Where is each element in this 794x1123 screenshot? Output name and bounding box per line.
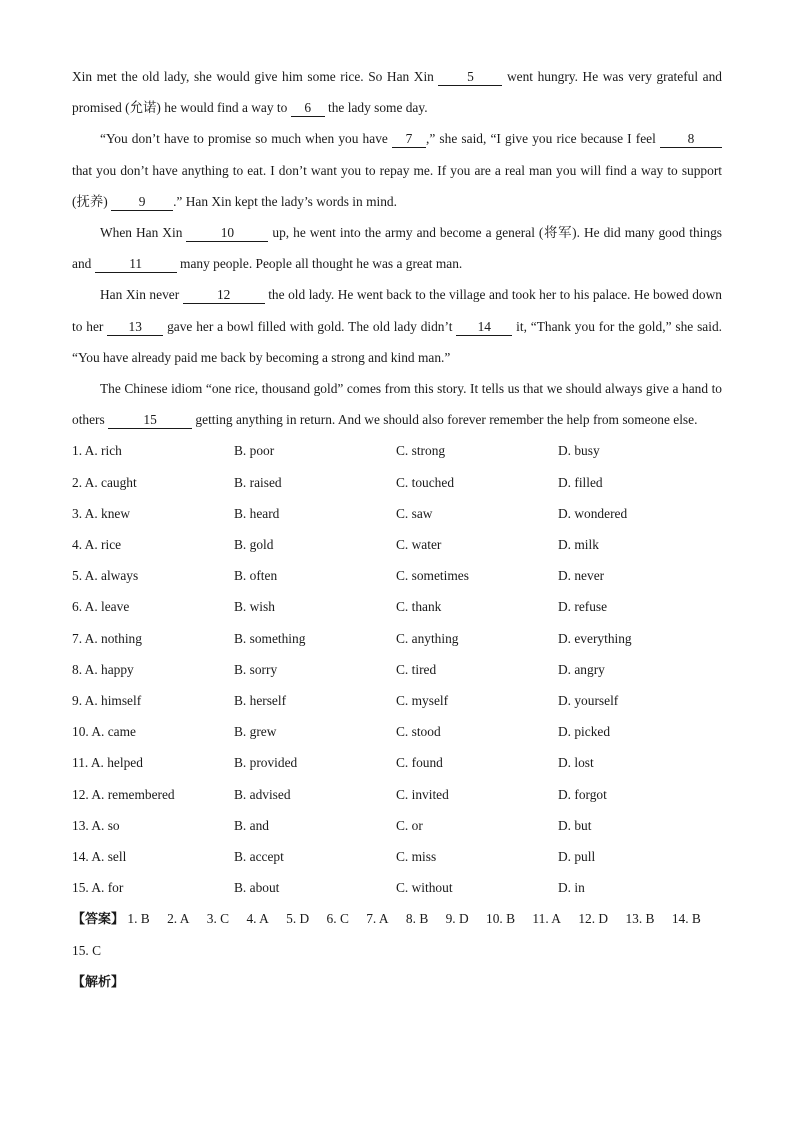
answer-label: 【答案】 [72, 912, 125, 928]
option-item: B. accept [234, 848, 284, 864]
text-segment: Han Xin never [100, 287, 183, 303]
blank-7: 7 [392, 131, 426, 148]
answer-item: 8. B [405, 911, 429, 927]
option-item: D. in [558, 880, 585, 896]
option-item: B. wish [234, 599, 275, 615]
answer-section [72, 903, 722, 966]
document-page [72, 61, 722, 998]
option-item: D. lost [558, 755, 594, 771]
option-item: C. strong [396, 443, 446, 459]
option-row [72, 654, 722, 685]
option-item: 15. A. for [72, 880, 124, 896]
option-row [72, 747, 722, 778]
answer-item: 9. D [445, 911, 469, 927]
paragraph-5 [72, 373, 722, 435]
text-segment: up, he went into the army and become a general (将军). He did many good things and [72, 225, 722, 272]
option-item: B. herself [234, 692, 287, 708]
option-row [72, 560, 722, 591]
blank-14: 14 [456, 319, 512, 336]
option-item: D. milk [558, 537, 599, 552]
option-item: B. about [234, 880, 280, 896]
option-row [72, 872, 722, 903]
paragraph-1 [72, 61, 722, 123]
text-segment: many people. People all thought he was a great man. [176, 256, 463, 272]
text-segment: it, “Thank you for the gold,” she said. “You have already paid me back by becoming a strong and kind man.” [72, 318, 722, 365]
option-item: B. provided [234, 755, 298, 771]
blank-6: 6 [291, 100, 325, 117]
answer-item: 14. B [671, 911, 701, 927]
option-item: C. anything [396, 630, 459, 646]
option-item: C. touched [396, 474, 455, 490]
option-item: D. pull [558, 848, 596, 864]
text-segment: When Han Xin [100, 225, 187, 241]
option-item: B. sorry [234, 661, 278, 677]
text-segment: ,” she said, “I give you rice because I feel [425, 131, 660, 147]
option-item: 12. A. remembered [72, 786, 175, 802]
answer-item: 4. A [246, 911, 269, 927]
text-segment: getting anything in return. And we should also forever remember the help from someone else. [192, 412, 698, 428]
option-item: C. tired [396, 661, 437, 677]
option-item: B. advised [234, 786, 291, 802]
option-row [72, 529, 722, 560]
option-item: 7. A. nothing [72, 630, 142, 646]
option-item: C. stood [396, 724, 441, 740]
text-segment: that you don’t have anything to eat. I don’t want you to repay me. If you are a real man you will find a way to support (抚养) [72, 162, 722, 209]
option-row [72, 467, 722, 498]
option-item: D. busy [558, 443, 600, 459]
option-item: D. everything [558, 630, 632, 646]
option-item: C. or [396, 817, 423, 833]
option-item: B. grew [234, 724, 277, 740]
text-segment: Xin met the old lady, she would give him some rice. So Han Xin [72, 69, 439, 84]
text-segment: The Chinese idiom “one rice, thousand gold” comes from this story. It tells us that we should always give a hand to others [72, 381, 722, 428]
option-item: D. yourself [558, 692, 619, 708]
blank-12: 12 [183, 287, 265, 304]
option-item: 10. A. came [72, 724, 136, 740]
paragraph-4 [72, 279, 722, 373]
option-item: 4. A. rice [72, 537, 122, 552]
blank-5: 5 [438, 69, 502, 86]
option-item: D. wondered [558, 505, 628, 521]
option-item: D. but [558, 817, 592, 833]
explanation-label: 【解析】 [72, 974, 125, 990]
option-item: 13. A. so [72, 817, 120, 833]
option-item: D. picked [558, 724, 611, 740]
option-item: B. and [234, 817, 269, 833]
text-segment: the lady some day. [324, 100, 428, 116]
option-item: 11. A. helped [72, 755, 143, 771]
option-row [72, 623, 722, 654]
option-row [72, 498, 722, 529]
answer-item: 3. C [206, 911, 230, 927]
text-segment: the old lady. He went back to the village and took her to his palace. He bowed down to her [72, 287, 722, 334]
option-item: D. refuse [558, 599, 608, 615]
text-segment: went hungry. He was very grateful and promised (允诺) he would find a way to [72, 69, 722, 116]
option-item: C. miss [396, 848, 437, 864]
paragraph-3 [72, 217, 722, 279]
blank-10: 10 [186, 225, 268, 242]
option-row [72, 779, 722, 810]
options-list [72, 435, 722, 903]
blank-8: 8 [660, 131, 722, 148]
option-item: C. without [396, 880, 453, 896]
answer-item: 15. C [72, 943, 102, 959]
text-segment: .” Han Xin kept the lady’s words in mind. [173, 193, 397, 209]
answer-item: 12. D [578, 911, 609, 927]
option-item: 2. A. caught [72, 474, 137, 490]
option-item: D. angry [558, 661, 605, 677]
option-row [72, 435, 722, 466]
option-item: C. myself [396, 692, 449, 708]
answer-item: 1. B [127, 911, 150, 927]
answer-item: 6. C [326, 911, 349, 927]
answer-item: 11. A [532, 911, 561, 927]
blank-13: 13 [107, 319, 163, 336]
option-item: 1. A. rich [72, 443, 122, 459]
option-item: 9. A. himself [72, 692, 142, 708]
answer-item: 5. D [286, 911, 310, 927]
blank-11: 11 [95, 256, 177, 273]
option-item: 3. A. knew [72, 505, 131, 521]
paragraph-2 [72, 123, 722, 217]
option-item: B. raised [234, 474, 282, 490]
option-item: B. often [234, 568, 278, 584]
text-segment: “You don’t have to promise so much when you have [100, 131, 392, 147]
answer-item: 10. B [486, 911, 516, 927]
option-item: 14. A. sell [72, 848, 127, 864]
option-item: C. sometimes [396, 568, 469, 584]
passage [72, 61, 722, 435]
answer-item: 2. A [167, 911, 190, 927]
blank-15: 15 [108, 412, 192, 429]
option-item: B. heard [234, 505, 280, 521]
option-item: B. gold [234, 537, 274, 552]
option-row [72, 841, 722, 872]
answer-items [72, 911, 715, 958]
option-row [72, 685, 722, 716]
option-row [72, 716, 722, 747]
option-item: 8. A. happy [72, 661, 134, 677]
option-item: C. found [396, 755, 443, 771]
option-item: C. water [396, 537, 442, 552]
blank-9: 9 [111, 194, 173, 211]
option-item: 6. A. leave [72, 599, 130, 615]
text-segment: gave her a bowl filled with gold. The old lady didn’t [163, 318, 457, 334]
option-row [72, 810, 722, 841]
option-item: D. never [558, 568, 605, 584]
option-item: D. filled [558, 474, 603, 490]
option-row [72, 591, 722, 622]
answer-item: 13. B [625, 911, 655, 927]
option-item: C. saw [396, 505, 433, 521]
option-item: C. thank [396, 599, 442, 615]
option-item: D. forgot [558, 786, 607, 802]
answer-item: 7. A [366, 911, 389, 927]
option-item: B. something [234, 630, 306, 646]
option-item: B. poor [234, 443, 275, 459]
option-item: 5. A. always [72, 568, 139, 584]
option-item: C. invited [396, 786, 449, 802]
